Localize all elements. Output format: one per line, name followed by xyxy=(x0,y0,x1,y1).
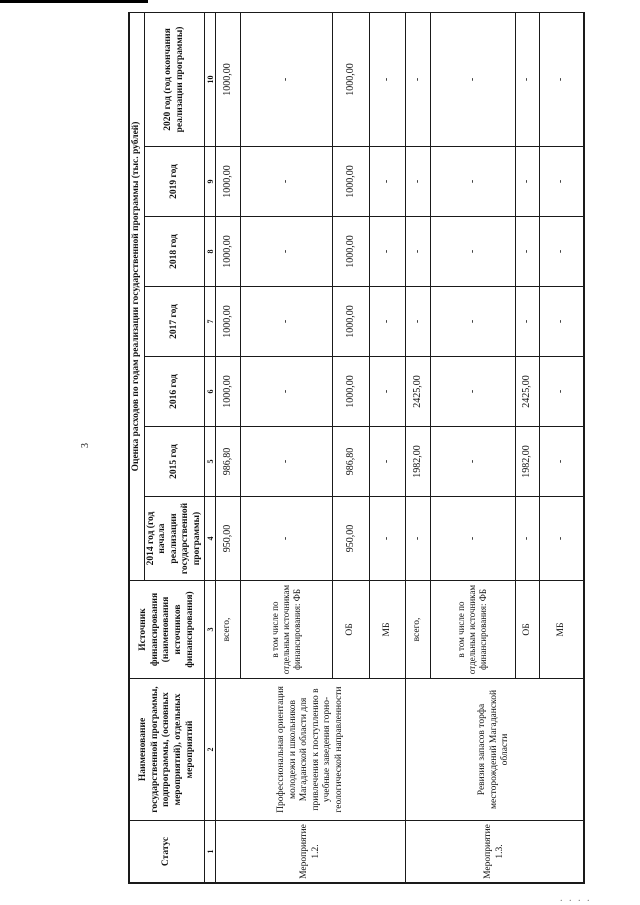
column-number: 4 xyxy=(205,497,216,581)
value-cell: - xyxy=(515,147,539,217)
scan-edge-bar xyxy=(0,0,148,3)
value-cell: 1000,00 xyxy=(216,217,240,287)
column-number: 2 xyxy=(205,679,216,821)
value-cell: 950,00 xyxy=(216,497,240,581)
column-number: 8 xyxy=(205,217,216,287)
row-name: Ревизия запасов торфа месторождений Магаданской области xyxy=(406,679,584,821)
column-number: 1 xyxy=(205,821,216,883)
table-row xyxy=(406,12,430,882)
column-number: 10 xyxy=(205,12,216,146)
row-source: МБ xyxy=(540,581,584,679)
column-number: 3 xyxy=(205,581,216,679)
row-status: Мероприятие 1.3. xyxy=(406,821,584,883)
column-number: 7 xyxy=(205,287,216,357)
value-cell: - xyxy=(406,217,430,287)
row-source: всего, xyxy=(406,581,430,679)
value-cell: - xyxy=(540,217,584,287)
value-cell: - xyxy=(240,147,332,217)
header-year: 2016 год xyxy=(144,357,205,427)
value-cell: 1000,00 xyxy=(333,217,370,287)
row-source: ОБ xyxy=(333,581,370,679)
value-cell: - xyxy=(369,12,406,146)
value-cell: - xyxy=(406,287,430,357)
header-year: 2019 год xyxy=(144,147,205,217)
value-cell: 1000,00 xyxy=(333,147,370,217)
value-cell: 1982,00 xyxy=(406,427,430,497)
header-estimate: Оценка расходов по годам реализации государственной программы (тыс. рублей) xyxy=(130,12,145,580)
value-cell: - xyxy=(406,147,430,217)
table-frame xyxy=(128,12,585,884)
value-cell: - xyxy=(369,287,406,357)
row-source: всего, xyxy=(216,581,240,679)
value-cell: - xyxy=(430,357,515,427)
value-cell: - xyxy=(430,217,515,287)
value-cell: 1000,00 xyxy=(216,147,240,217)
value-cell: - xyxy=(406,12,430,146)
value-cell: - xyxy=(240,357,332,427)
value-cell: - xyxy=(540,147,584,217)
value-cell: - xyxy=(515,12,539,146)
value-cell: - xyxy=(540,12,584,146)
value-cell: 2425,00 xyxy=(406,357,430,427)
value-cell: - xyxy=(540,357,584,427)
header-status: Статус xyxy=(130,821,205,883)
value-cell: - xyxy=(406,497,430,581)
value-cell: - xyxy=(540,287,584,357)
column-number: 5 xyxy=(205,427,216,497)
row-name: Профессиональная ориентация молодежи и школьников Магаданской области для привлечения к поступлению в учебные заведения горно-геологической направленности xyxy=(216,679,406,821)
value-cell: - xyxy=(430,427,515,497)
row-source: в том числе по отдельным источникам финансирования: ФБ xyxy=(240,581,332,679)
value-cell: 986,80 xyxy=(333,427,370,497)
value-cell: - xyxy=(369,497,406,581)
value-cell: 1000,00 xyxy=(333,12,370,146)
value-cell: - xyxy=(240,287,332,357)
value-cell: - xyxy=(240,427,332,497)
value-cell: - xyxy=(430,287,515,357)
header-year: 2018 год xyxy=(144,217,205,287)
value-cell: 1982,00 xyxy=(515,427,539,497)
column-number: 6 xyxy=(205,357,216,427)
header-year: 2014 год (год начала реализации государственной программы) xyxy=(144,497,205,581)
value-cell: - xyxy=(430,497,515,581)
value-cell: - xyxy=(430,12,515,146)
value-cell: 2425,00 xyxy=(515,357,539,427)
value-cell: - xyxy=(430,147,515,217)
value-cell: - xyxy=(240,497,332,581)
value-cell: - xyxy=(540,427,584,497)
value-cell: - xyxy=(240,12,332,146)
value-cell: 1000,00 xyxy=(216,287,240,357)
row-status: Мероприятие 1.2. xyxy=(216,821,406,883)
header-year: 2017 год xyxy=(144,287,205,357)
value-cell: - xyxy=(515,497,539,581)
value-cell: - xyxy=(540,497,584,581)
value-cell: - xyxy=(515,217,539,287)
header-source: Источник финансирования (наименования источников финансирования) xyxy=(130,581,205,679)
value-cell: 950,00 xyxy=(333,497,370,581)
value-cell: - xyxy=(240,217,332,287)
value-cell: - xyxy=(369,427,406,497)
value-cell: - xyxy=(515,287,539,357)
column-number: 9 xyxy=(205,147,216,217)
row-source: в том числе по отдельным источникам финансирования: ФБ xyxy=(430,581,515,679)
program-expenses-table xyxy=(129,12,584,883)
value-cell: 1000,00 xyxy=(216,357,240,427)
scan-artifact-dots: . . . . xyxy=(560,893,592,904)
row-source: ОБ xyxy=(515,581,539,679)
header-name: Наименование государственной программы, подпрограммы, (основных мероприятий), отдельных мероприятий xyxy=(130,679,205,821)
value-cell: - xyxy=(369,357,406,427)
row-source: МБ xyxy=(369,581,406,679)
page-number: 3 xyxy=(80,443,91,448)
value-cell: 1000,00 xyxy=(216,12,240,146)
rotated-table-container xyxy=(129,13,584,883)
value-cell: - xyxy=(369,217,406,287)
table-row xyxy=(216,12,240,882)
value-cell: 1000,00 xyxy=(333,287,370,357)
header-year: 2020 год (год окончания реализации программы) xyxy=(144,12,205,146)
header-year: 2015 год xyxy=(144,427,205,497)
value-cell: - xyxy=(369,147,406,217)
value-cell: 1000,00 xyxy=(333,357,370,427)
value-cell: 986,80 xyxy=(216,427,240,497)
